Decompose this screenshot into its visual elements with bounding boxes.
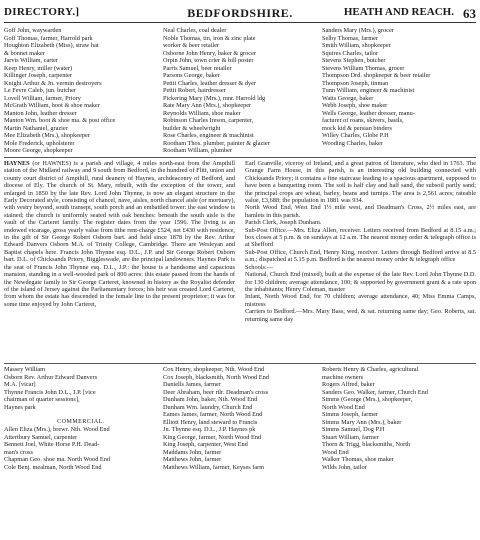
directory-entry: Selby Thomas, farmer [322,34,379,42]
directory-entry: Simms Joseph, farmer [322,411,379,418]
directory-entry: Rootham Thos. plumber, painter & glazier [163,139,270,147]
directory-entry: Maddams John, farmer [163,448,222,456]
directory-entry: King Joseph, carpenter, West End [163,441,248,448]
haynes-article [4,160,476,361]
directory-entry: Knight Arthur & Jn. vermin destroyers [4,79,102,87]
directory-entry: Lovell William, farmer, Priory [4,94,81,102]
directory-entry: Cole Benj. mealman, North Wood End [4,463,102,471]
directory-entry: Parris Samuel, beer retailer [163,64,232,72]
directory-entry: Orpin John, town crier & bill poster [163,57,254,64]
directory-entry: Reynolds William, shoe maker [163,109,241,117]
directory-entry: Stevens William Thomas, grocer [322,64,405,72]
directory-entry: facturer of roans, skivers, basils, [322,117,404,124]
directory-entry: Keep Henry, miller (water) [4,64,73,72]
directory-entry: Jn. Thynne esq. D.L., J.P. Haynes pk [163,426,256,433]
directory-entry: Webb Joseph, shoe maker [322,102,388,109]
directory-entry: Mee Elizabeth (Mrs.), shopkeeper [4,132,90,139]
directory-entry: Elliott Henry, land steward to Francis [163,418,258,426]
top-list-column-1 [4,27,158,155]
directory-entry: & bonnet maker [4,49,45,57]
directory-entry: Squires Charles, tailor [322,49,379,57]
directory-entry: Massey William [4,366,46,373]
directory-entry: Moore George, shopkeeper [4,147,73,154]
directory-entry: chairman of quarter sessions], [4,396,80,403]
directory-entry: Robinson Charles Ireson, carpenter, [163,117,254,124]
directory-entry: McGrath William, boot & shoe maker [4,102,100,109]
directory-entry: Sanders Mary (Mrs.), grocer [322,27,394,34]
directory-entry: Willey Charles, Globe P.H [322,132,389,139]
article-national-school: National, Church End (mixed), built at the expense of the late Rev. Lord John Thynne D.D. for 130 children; average attendance, 100; & supported by government grant & a rate upon the inhabitants; Henry Coleman, master [245,271,476,293]
directory-entry: Osborne John Henry, baker & grocer [163,49,256,57]
directory-entry: Pettit Robert, hairdresser [163,87,226,94]
directory-entry: Cox Henry, shopkeeper, Nth. Wood End [163,366,265,373]
directory-entry: M.A. [vicar] [4,381,36,388]
directory-entry: Rate Mary Ann (Mrs.), shopkeeper [163,102,252,109]
directory-entry: Wells George, leather dresser, manu- [322,109,415,117]
directory-entry: Pickering Mary (Mrs.), mnr. Harrold ldg [163,94,266,102]
directory-entry: Simms (George (Mrs.), shopkeeper, [322,396,413,403]
top-list-column-3 [322,27,476,155]
article-schools: Schools:— [245,263,273,271]
directory-entry: builder & wheelwright [163,124,221,132]
page-number: 63 [463,6,476,21]
directory-entry: Stuart William, farmer [322,433,379,441]
directory-entry: Walker Thomas, shoe maker [322,456,394,463]
directory-entry: Cox Joseph, blacksmith, North Wood End [163,373,269,381]
article-post-office: Sub-Post Office.—Mrs. Eliza Allen, receiver. Letters received from Bedford at 8.15 a.m.; box closes at 5 p.m. & on sundays at 12 a.m. The nearest money order & telegraph office is at Shefford [245,226,476,249]
article-right-column [245,160,476,361]
directory-entry: machine owners [322,373,364,381]
article-heading: HAYNES [4,160,30,167]
section-divider [4,157,476,158]
bottom-list-column-1 [4,366,158,471]
directory-entry: Pettit Charles, leather dresser & dyer [163,79,257,87]
directory-entry: Stevens Stephen, butcher [322,57,386,64]
directory-entry: Smith William, shopkeeper [322,42,391,49]
directory-entry: Houghton Elizabeth (Miss), straw hat [4,42,99,49]
article-clerk: Parish Clerk, Joseph Dunham. [245,219,322,227]
directory-entry: Simms Samuel, Dog P.H [322,426,385,433]
bottom-trade-list [4,366,476,471]
directory-entry: Wooding Charles, baker [322,139,383,147]
directory-entry: Allen Eliza (Mrs.), brewr. Nth. Wood End [4,426,110,433]
article-right-text: Earl Granville, viceroy of Ireland, and a great patron of literature, who died in 1763. The Grange Farm House, in this parish, is an interesting old building connected with Chicksands Priory; it contains a fine staircase leading to a spacious apartment, supposed to have been a banqueting room. The soil is half clay and half sand, the subsoil partly sand; the principal crops are wheat, barley, beans and turnips. The area is 2,561 acres; rateable value, £3,688; the population in 1881 was 934. [245,160,476,205]
directory-entry: Haynes park [4,403,36,411]
directory-entry: North Wood End [322,403,365,411]
directory-entry: Rootham William, plumber [163,147,233,154]
directory-entry: Manton John, leather dresser [4,109,77,117]
commercial-heading: COMMERCIAL. [57,418,105,425]
directory-entry: Eames James, farmer, North Wood End [163,411,263,418]
directory-entry: Rogers Alfred, baker [322,381,375,388]
directory-entry: Wilds John, tailor [322,463,367,471]
header-section-label: DIRECTORY.] [4,6,80,18]
directory-entry: mock kid & persian binders [322,124,392,132]
directory-entry: Attertbury Samuel, carpenter [4,433,78,441]
directory-entry: Thompson Drd. shopkeeper & beer retailer [322,72,431,79]
article-left-column [4,160,235,361]
directory-entry: Dunham John, baker, Nth. Wood End [163,396,258,403]
directory-entry: Thorn & Trigg, blacksmiths, North [322,441,411,448]
directory-entry: Matthews John, farmer [163,456,222,463]
directory-entry: Matthews William, farmer, Keyses farm [163,463,265,471]
directory-entry: Bennett Joel, White Horse P.H. Dead- [4,441,100,448]
directory-entry: Mole Frederick, upholsterer [4,139,75,147]
page-header [4,6,476,23]
directory-entry: Thompson Joseph, tinman [322,79,389,87]
header-place: HEATH AND REACH. [343,6,454,18]
directory-entry: Killinger Joseph, carpenter [4,72,73,79]
directory-entry: Rose Charles, engineer & machinist [163,132,254,139]
directory-entry: Noble Thomas, tin, iron & zinc plate [163,34,256,42]
directory-entry: man's cross [4,448,33,456]
directory-entry: Neal Charles, coal dealer [163,27,227,34]
directory-entry: Parsons George, baker [163,72,220,79]
directory-entry: Watts George, baker [322,94,374,102]
article-infant-school: Infant, North Wood End, for 70 children; average attendance, 40; Miss Emma Camps, mistress [245,293,476,308]
bottom-list-column-2 [163,366,317,471]
directory-entry: King George, farmer, North Wood End [163,433,262,441]
directory-entry: Chapman Geo. shoe ma. North Wood End [4,456,111,463]
directory-entry: Thynne Francis John D.L., J.P. [vice [4,388,96,396]
directory-entry: Simms Mary Ann (Mrs.), baker [322,418,402,426]
top-list-column-2 [163,27,317,155]
list-divider [4,363,476,364]
directory-entry: Deer Abraham, beer rtlr. Deadman's cross [163,388,269,396]
directory-entry: Le Fevre Caleb, jun. butcher [4,87,77,94]
article-carriers: Carriers to Bedford.—Mrs. Mary Bass, wed. & sat. returning same day; Geo. Roberts, sat. returning same day [245,308,476,323]
directory-entry: Martin Nathaniel, grazier [4,124,68,132]
directory-entry: Sanders Geo. Walker, farmer, Church End [322,388,428,396]
directory-entry: Dunham Wm. laundry, Church End [163,403,253,411]
directory-entry: Daniells James, farmer [163,381,221,388]
directory-entry: Roberts Henry & Charles, agricultural [322,366,419,373]
directory-entry: Jarvis William, carter [4,57,59,64]
top-trade-list [4,27,476,155]
header-county: BEDFORDSHIRE. [187,6,293,20]
directory-entry: Goff John, waywarden [4,27,62,34]
directory-entry [322,147,476,155]
directory-entry: Wood End [322,448,349,456]
directory-entry: Osborn Rev. Arthur Edward Danvers [4,373,98,381]
directory-entry: Manton Wm. boot & shoe ma. & post office [4,117,116,124]
article-post-office-2: Sub-Post Office, Church End, Henry King, receiver. Letters through Bedford arrive at 8.5 a.m.; dispatched at 5.15 p.m. Bedford is the nearest money order & telegraph office [245,248,476,264]
article-left-text: (or HAWNES) is a parish and village, 4 miles north-east from the Ampthill station of the Midland railway and 9 south from Bedford, in the hundred of Flitt, union and county court district of Ampthill, rural deanery of Haynes, archdeaconry of Bedford, and diocese of Ely. The church of St. Mary, rebuilt, with the exception of the tower, and enlarged in 1850 by the late Rev. Lord John Thynne, is now an elegant structure in the Early Decorated style, consisting of chancel, nave, aisles, north chancel aisle (or mortuary), with vestry beyond, south transept, south porch and an embattled tower: the east window is stained; the church is uniformly seated with oak benches: beneath the south aisle is the vault of the Carteret family. The register dates from the year 1596. The living is an endowed vicarage, gross yearly value from tithe rent-charge £524, net £430 with residence, in the gift of Sir George Robert Osborn bart. and held since 1878 by the Rev. Arthur Edward Danvers Osborn M.A. of Trinity College, Cambridge. There are Wesleyan and Baptist chapels here. Francis John Thynne esq. D.L., J.P. and Sir George Robert Osborn bart. D.L. of Chicksands Priory, Biggleswade, are the principal landowners. Haynes Park is the seat of Francis John Thynne esq. D.L., J.P.: the house is a handsome and capacious mansion, standing in a well-wooded park of 800 acres: this estate passed from the hands of the Newdegate family to Sir George Carteret, knowned in history as the Royalist defender of the island of Jersey against the Parliamentary forces; his heir was created Lord Carteret, from whom the estate has descended in the female line to the present proprietor; it was for some time enjoyed by John Carteret, [4,160,235,308]
directory-entry: Goff Thomas, farmer, Harrold park [4,34,93,42]
bottom-list-column-3 [322,366,476,471]
directory-entry: Tunn William, engineer & machinist [322,87,415,94]
article-hamlets: North Wood End, West End 1½ mile west, and Deadman's Cross, 2½ miles east, are hamlets in this parish. [245,204,476,219]
directory-entry [4,411,158,419]
directory-entry: worker & beer retailer [163,42,220,49]
